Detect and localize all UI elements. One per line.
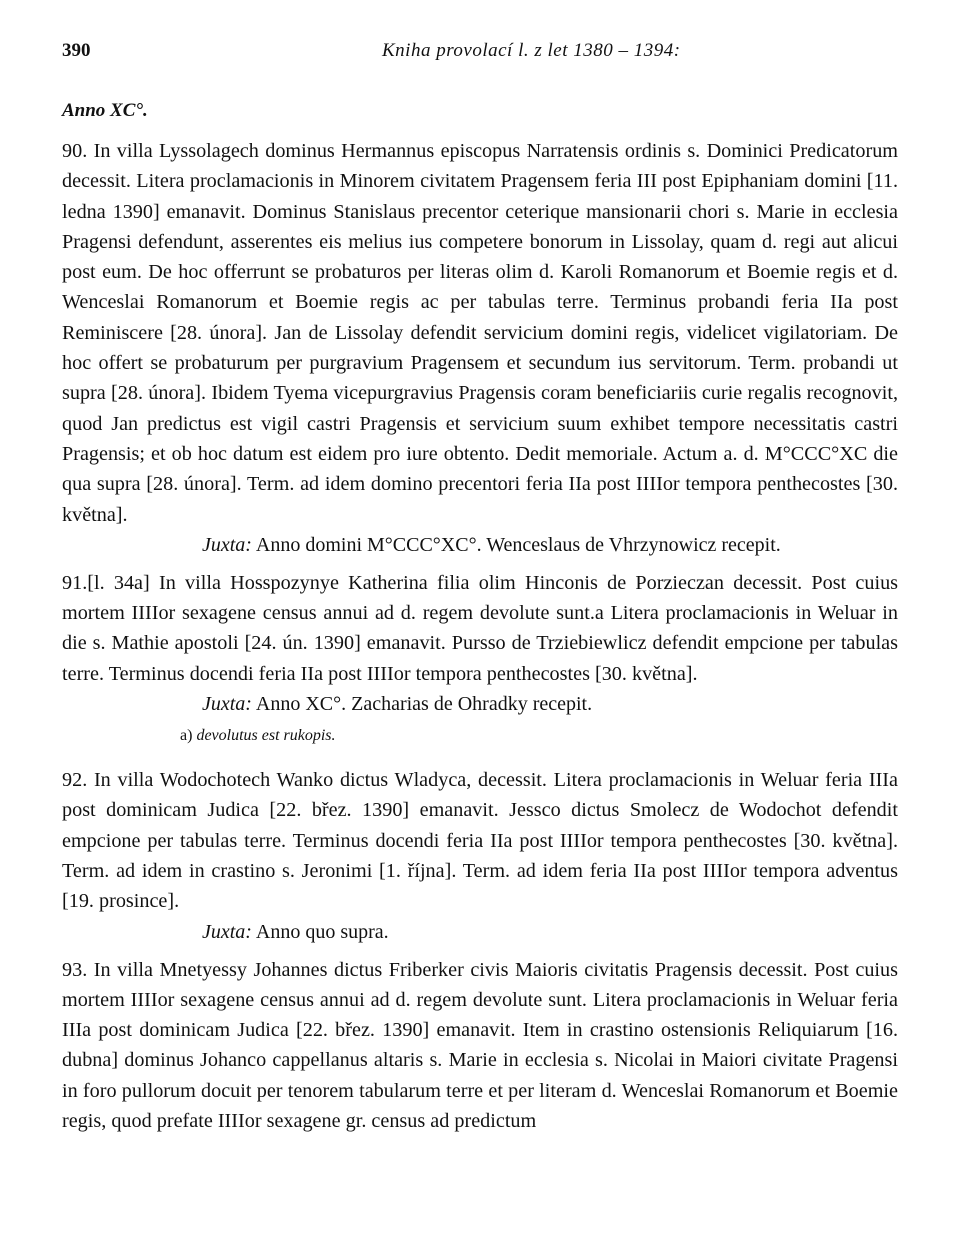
juxta-text: Anno quo supra. — [255, 920, 389, 943]
page-reference: [l. 34a] — [87, 571, 150, 594]
footnote — [62, 727, 898, 745]
entry-text: In villa Hosspozynye Katherina filia olim Hinconis de Porzieczan decessit. Post cuius mortem IIIIor sexagene census annui ad d. regem devolute sunt.a Litera proclamacionis in Weluar in die s. Mathie apostoli [24. ún. 1390] emanavit. Pursso de Trziebiewlicz defendit empcione per tabulas terre. Terminus docendi feria IIa post IIIIor tempora penthecostes [30. května]. — [62, 571, 899, 685]
entry-91 — [62, 568, 898, 689]
footnote-text: devolutus est rukopis. — [196, 727, 336, 745]
year-heading: Anno XC°. — [62, 100, 148, 121]
entry-number: 91. — [62, 571, 88, 594]
juxta-label: Juxta: — [202, 693, 252, 716]
entry-text: In villa Wodochotech Wanko dictus Wladyca, decessit. Litera proclamacionis in Weluar feria IIIa post dominicam Judica [22. břez. 1390] emanavit. Jessco dictus Smolecz de Wodochot defendit empcione per tabulas terre. Terminus docendi feria IIa post IIIIor tempora penthecostes [30. května]. Term. ad idem in crastino s. Jeronimi [1. října]. Term. ad idem feria IIa post IIIIor tempora adventus [19. prosince]. — [62, 769, 898, 913]
page-header — [62, 40, 898, 72]
footnote-marker: a) — [180, 727, 193, 745]
entry-text: In villa Lyssolagech dominus Hermannus episcopus Narratensis ordinis s. Dominici Predicatorum decessit. Litera proclamacionis in Minorem civitatem Pragensem feria III post Epiphaniam domini [11. ledna 1390] emanavit. Dominus Stanislaus precentor ceterique mansionarii chori s. Marie in ecclesia Pragensi defendunt, asserentes eis melius ius competere bonorum in Lissolay, quam d. regi aut alicui post eum. De hoc offerrunt se probaturos per literas olim d. Karoli Romanorum et Boemie regis et d. Wenceslai Romanorum et Boemie regis ac per tabulas terre. Terminus probandi feria IIa post Reminiscere [28. února]. Jan de Lissolay defendit servicium domini regis, videlicet vigilatoriam. De hoc offert se probaturum per purgravium Pragensem et secundum ius servitorum. Term. probandi ut supra [28. února]. Ibidem Tyema vicepurgravius Pragensis coram beneficiariis curie regalis recognovit, quod Jan predictus est vigil castri Pragensis et servicium suum exhibet tempore necessitatis castri Pragensis; et ob hoc datum est eidem pro iure obtento. Dedit memoriale. Actum a. d. M°CCC°XC die qua supra [28. února]. Term. ad idem domino precentori feria IIa post IIIIor tempora penthecostes [30. května]. — [62, 140, 898, 526]
entry-text: In villa Mnetyessy Johannes dictus Friberker civis Maioris civitatis Pragensis decessit. Post cuius mortem IIIIor sexagene census annui ad d. regem devolute sunt. Litera proclamacionis in Weluar feria IIIa post dominicam Judica [22. břez. 1390] emanavit. Item in crastino ostensionis Reliquiarum [16. dubna] dominus Johanco cappellanus altaris s. Marie in ecclesia s. Nicolai in Maiori civitate Pragensi in foro pullorum docuit per tenorem tabularum terre et per literam d. Wenceslai Romanorum et Boemie regis, quod prefate IIIIor sexagene gr. census ad predictum — [62, 958, 898, 1133]
entry-92-juxta — [62, 917, 898, 947]
entry-93 — [62, 955, 898, 1137]
entry-number: 93. — [62, 958, 88, 981]
entry-number: 90. — [62, 140, 88, 162]
entry-91-juxta — [62, 689, 898, 719]
entry-90-juxta — [62, 530, 898, 560]
juxta-label: Juxta: — [202, 533, 252, 556]
entry-90 — [62, 136, 898, 530]
page-number: 390 — [62, 40, 91, 61]
juxta-text: Anno domini M°CCC°XC°. Wenceslaus de Vhrzynowicz recepit. — [255, 533, 781, 556]
juxta-text: Anno XC°. Zacharias de Ohradky recepit. — [255, 693, 593, 716]
entry-number: 92. — [62, 769, 88, 792]
running-title: Kniha provolací l. z let 1380 – 1394: — [382, 40, 681, 61]
entry-92 — [62, 765, 898, 916]
juxta-label: Juxta: — [202, 920, 252, 943]
